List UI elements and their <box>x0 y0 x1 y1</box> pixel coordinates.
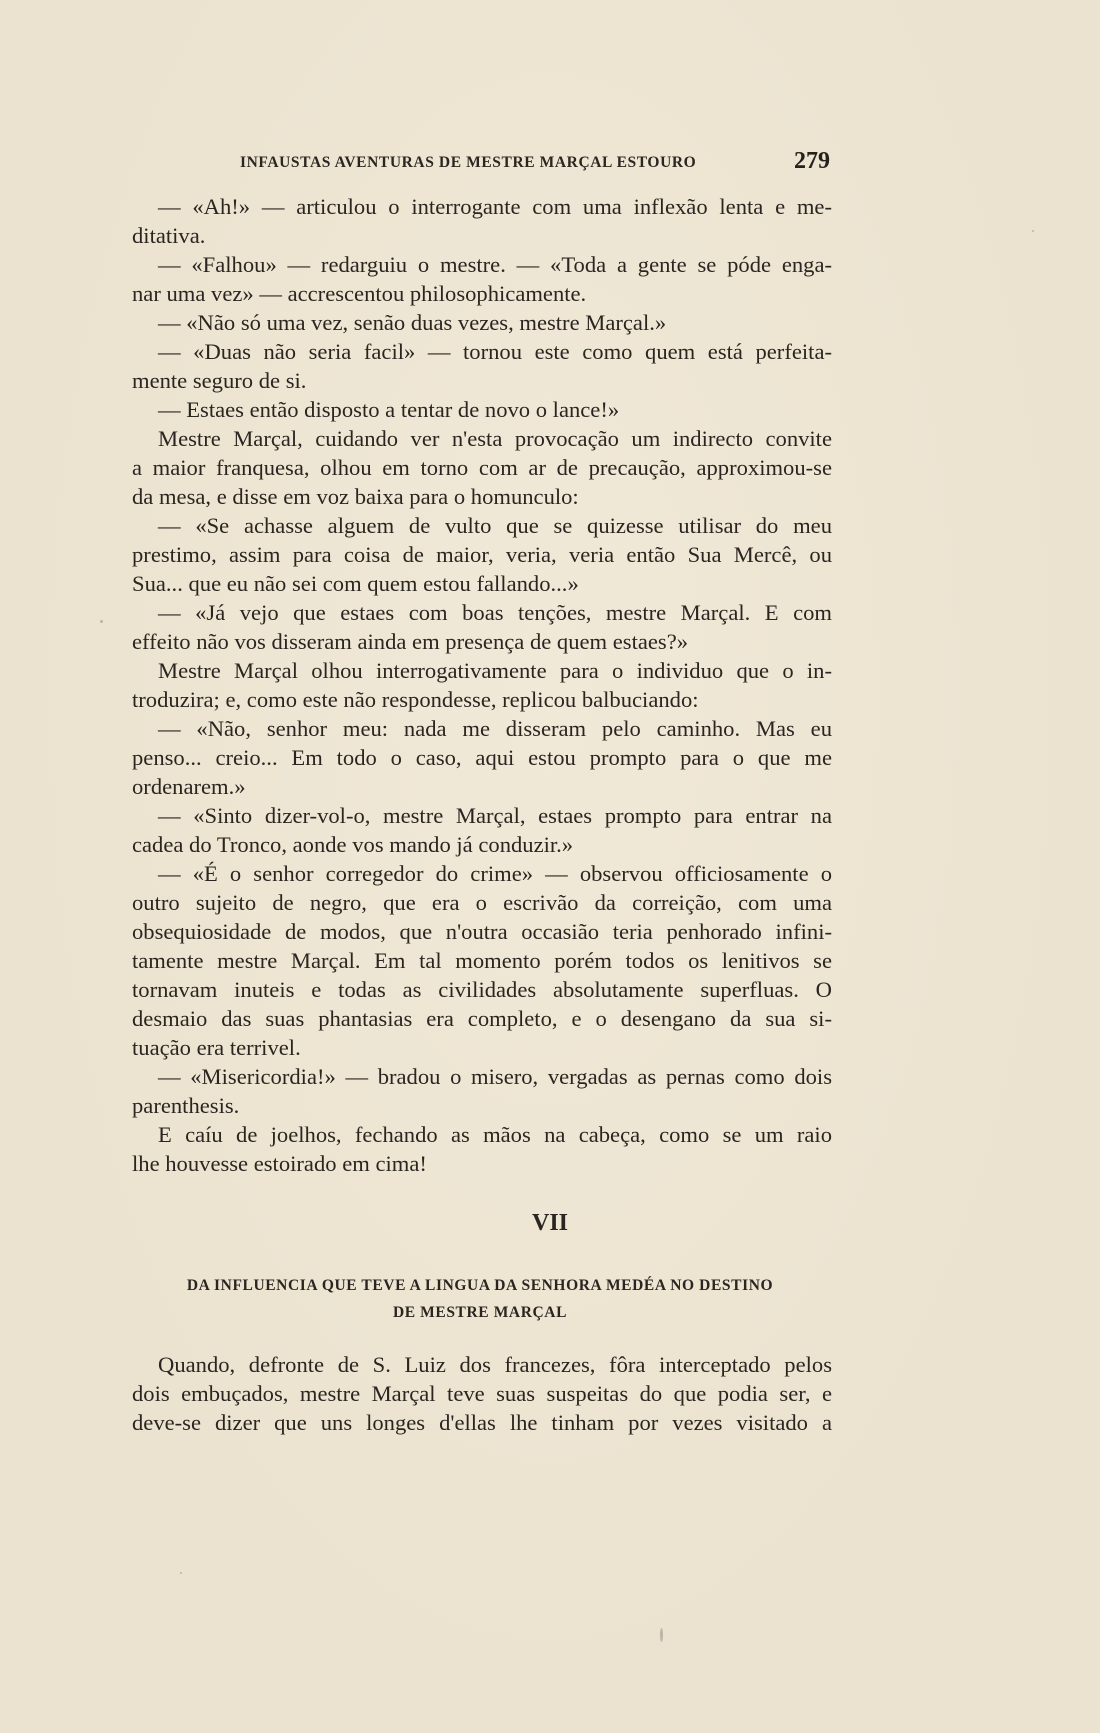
running-title: INFAUSTAS AVENTURAS DE MESTRE MARÇAL ESTOURO <box>240 154 697 171</box>
chapter-text <box>132 1350 832 1437</box>
text-line: mente seguro de si. <box>132 368 307 393</box>
paper-speck <box>100 620 103 623</box>
chapter-text-line: deve-se dizer que uns longes d'ellas lhe tinham por vezes visitado a <box>132 1410 832 1435</box>
text-line: E caíu de joelhos, fechando as mãos na cabeça, como se um raio <box>158 1122 832 1147</box>
chapter-text-line: Quando, defronte de S. Luiz dos francezes, fôra interceptado pelos <box>158 1352 832 1377</box>
text-line: desmaio das suas phantasias era completo, e o desengano da sua si- <box>132 1006 832 1031</box>
page-header <box>240 148 830 178</box>
text-line: Sua... que eu não sei com quem estou fallando...» <box>132 571 579 596</box>
text-line: lhe houvesse estoirado em cima! <box>132 1151 427 1176</box>
text-line: — «Falhou» — redarguiu o mestre. — «Toda a gente se póde enga- <box>158 252 832 277</box>
paper-speck <box>660 1628 663 1642</box>
text-line: da mesa, e disse em voz baixa para o homunculo: <box>132 484 579 509</box>
text-line: effeito não vos disseram ainda em presença de quem estaes?» <box>132 629 689 654</box>
paper-speck <box>180 1572 182 1574</box>
text-line: — «Se achasse alguem de vulto que se quizesse utilisar do meu <box>158 513 832 538</box>
text-line: — «Ah!» — articulou o interrogante com uma inflexão lenta e me- <box>158 194 832 219</box>
chapter-text-line: dois embuçados, mestre Marçal teve suas suspeitas do que podia ser, e <box>132 1381 832 1406</box>
text-line: — «Misericordia!» — bradou o misero, vergadas as pernas como dois <box>158 1064 832 1089</box>
text-line: nar uma vez» — accrescentou philosophicamente. <box>132 281 587 306</box>
text-line: — «Não, senhor meu: nada me disseram pelo caminho. Mas eu <box>158 716 832 741</box>
text-line: — «Sinto dizer-vol-o, mestre Marçal, estaes prompto para entrar na <box>158 803 832 828</box>
text-line: troduzira; e, como este não respondesse, replicou balbuciando: <box>132 687 699 712</box>
chapter-number-text: VII <box>531 1210 568 1236</box>
text-line: ordenarem.» <box>132 774 246 799</box>
text-line: tuação era terrivel. <box>132 1035 301 1060</box>
text-line: — Estaes então disposto a tentar de novo o lance!» <box>158 397 620 422</box>
chapter-title-line-2: DE MESTRE MARÇAL <box>392 1304 568 1321</box>
chapter-number <box>0 1210 1100 1237</box>
text-line: obsequiosidade de modos, que n'outra occasião teria penhorado infini- <box>132 919 832 944</box>
body-text <box>132 192 832 1178</box>
text-line: penso... creio... Em todo o caso, aqui estou prompto para o que me <box>132 745 832 770</box>
text-line: — «Duas não seria facil» — tornou este como quem está perfeita- <box>158 339 832 364</box>
text-line: cadea do Tronco, aonde vos mando já conduzir.» <box>132 832 574 857</box>
text-line: Mestre Marçal, cuidando ver n'esta provocação um indirecto convite <box>158 426 832 451</box>
chapter-title-line-1: DA INFLUENCIA QUE TEVE A LINGUA DA SENHORA MEDÉA NO DESTINO <box>186 1277 774 1294</box>
text-line: — «Já vejo que estaes com boas tenções, mestre Marçal. E com <box>158 600 832 625</box>
text-line: ditativa. <box>132 223 206 248</box>
text-line: — «Não só uma vez, senão duas vezes, mestre Marçal.» <box>158 310 667 335</box>
text-line: prestimo, assim para coisa de maior, veria, veria então Sua Mercê, ou <box>132 542 832 567</box>
page-number: 279 <box>794 148 830 174</box>
paper-speck <box>1032 230 1034 232</box>
chapter-title <box>150 1272 810 1326</box>
text-line: parenthesis. <box>132 1093 240 1118</box>
text-line: tamente mestre Marçal. Em tal momento porém todos os lenitivos se <box>132 948 832 973</box>
text-line: a maior franquesa, olhou em torno com ar de precaução, approximou-se <box>132 455 832 480</box>
text-line: tornavam inuteis e todas as civilidades absolutamente superfluas. O <box>132 977 832 1002</box>
text-line: — «É o senhor corregedor do crime» — observou officiosamente o <box>158 861 832 886</box>
text-line: Mestre Marçal olhou interrogativamente para o individuo que o in- <box>158 658 832 683</box>
text-line: outro sujeito de negro, que era o escrivão da correição, com uma <box>132 890 832 915</box>
